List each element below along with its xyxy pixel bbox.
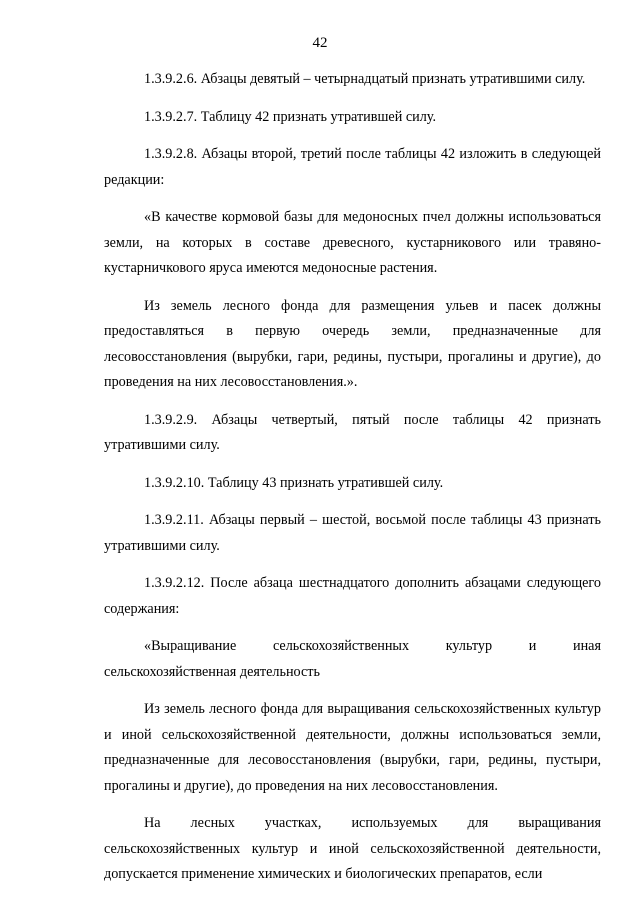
paragraph-1-3-9-2-8: 1.3.9.2.8. Абзацы второй, третий после таблицы 42 изложить в следующей редакции: <box>104 146 601 188</box>
paragraph-1-3-9-2-10: 1.3.9.2.10. Таблицу 43 признать утратившей силу. <box>144 474 444 491</box>
paragraph-chemical-preparations: На лесных участках, используемых для выращивания сельскохозяйственных культур и иной сельскохозяйственной деятельности, допускается применение химических и биологических препаратов, если <box>104 815 601 882</box>
paragraph-1-3-9-2-11: 1.3.9.2.11. Абзацы первый – шестой, восьмой после таблицы 43 признать утратившими силу. <box>104 512 601 554</box>
paragraph-1-3-9-2-6: 1.3.9.2.6. Абзацы девятый – четырнадцатый признать утратившими силу. <box>144 71 586 87</box>
quoted-heading-agriculture: «Выращивание сельскохозяйственных культур и иная сельскохозяйственная деятельность <box>104 638 601 680</box>
page-number: 42 <box>312 35 328 51</box>
paragraph-apiary-lands: Из земель лесного фонда для размещения ульев и пасек должны предоставляться в первую очередь земли, предназначенные для лесовосстановления (вырубки, гари, редины, пустыри, прогалины и другие), до проведения на них лесовосстановления.». <box>104 297 601 390</box>
paragraph-agriculture-lands: Из земель лесного фонда для выращивания сельскохозяйственных культур и иной сельскохозяйственной деятельности, должны использоваться земли, предназначенные для лесовосстановления (вырубки, гари, редины, пустыри, прогалины и другие), до проведения на них лесовосстановления. <box>104 701 601 794</box>
paragraph-1-3-9-2-9: 1.3.9.2.9. Абзацы четвертый, пятый после таблицы 42 признать утратившими силу. <box>104 411 601 453</box>
quoted-paragraph-forage-base: «В качестве кормовой базы для медоносных пчел должны использоваться земли, на которых в составе древесного, кустарникового или травяно-кустарничкового яруса имеются медоносные растения. <box>104 209 601 276</box>
paragraph-1-3-9-2-7: 1.3.9.2.7. Таблицу 42 признать утратившей силу. <box>144 108 437 125</box>
document-body <box>104 67 601 900</box>
paragraph-1-3-9-2-12: 1.3.9.2.12. После абзаца шестнадцатого дополнить абзацами следующего содержания: <box>104 575 601 617</box>
